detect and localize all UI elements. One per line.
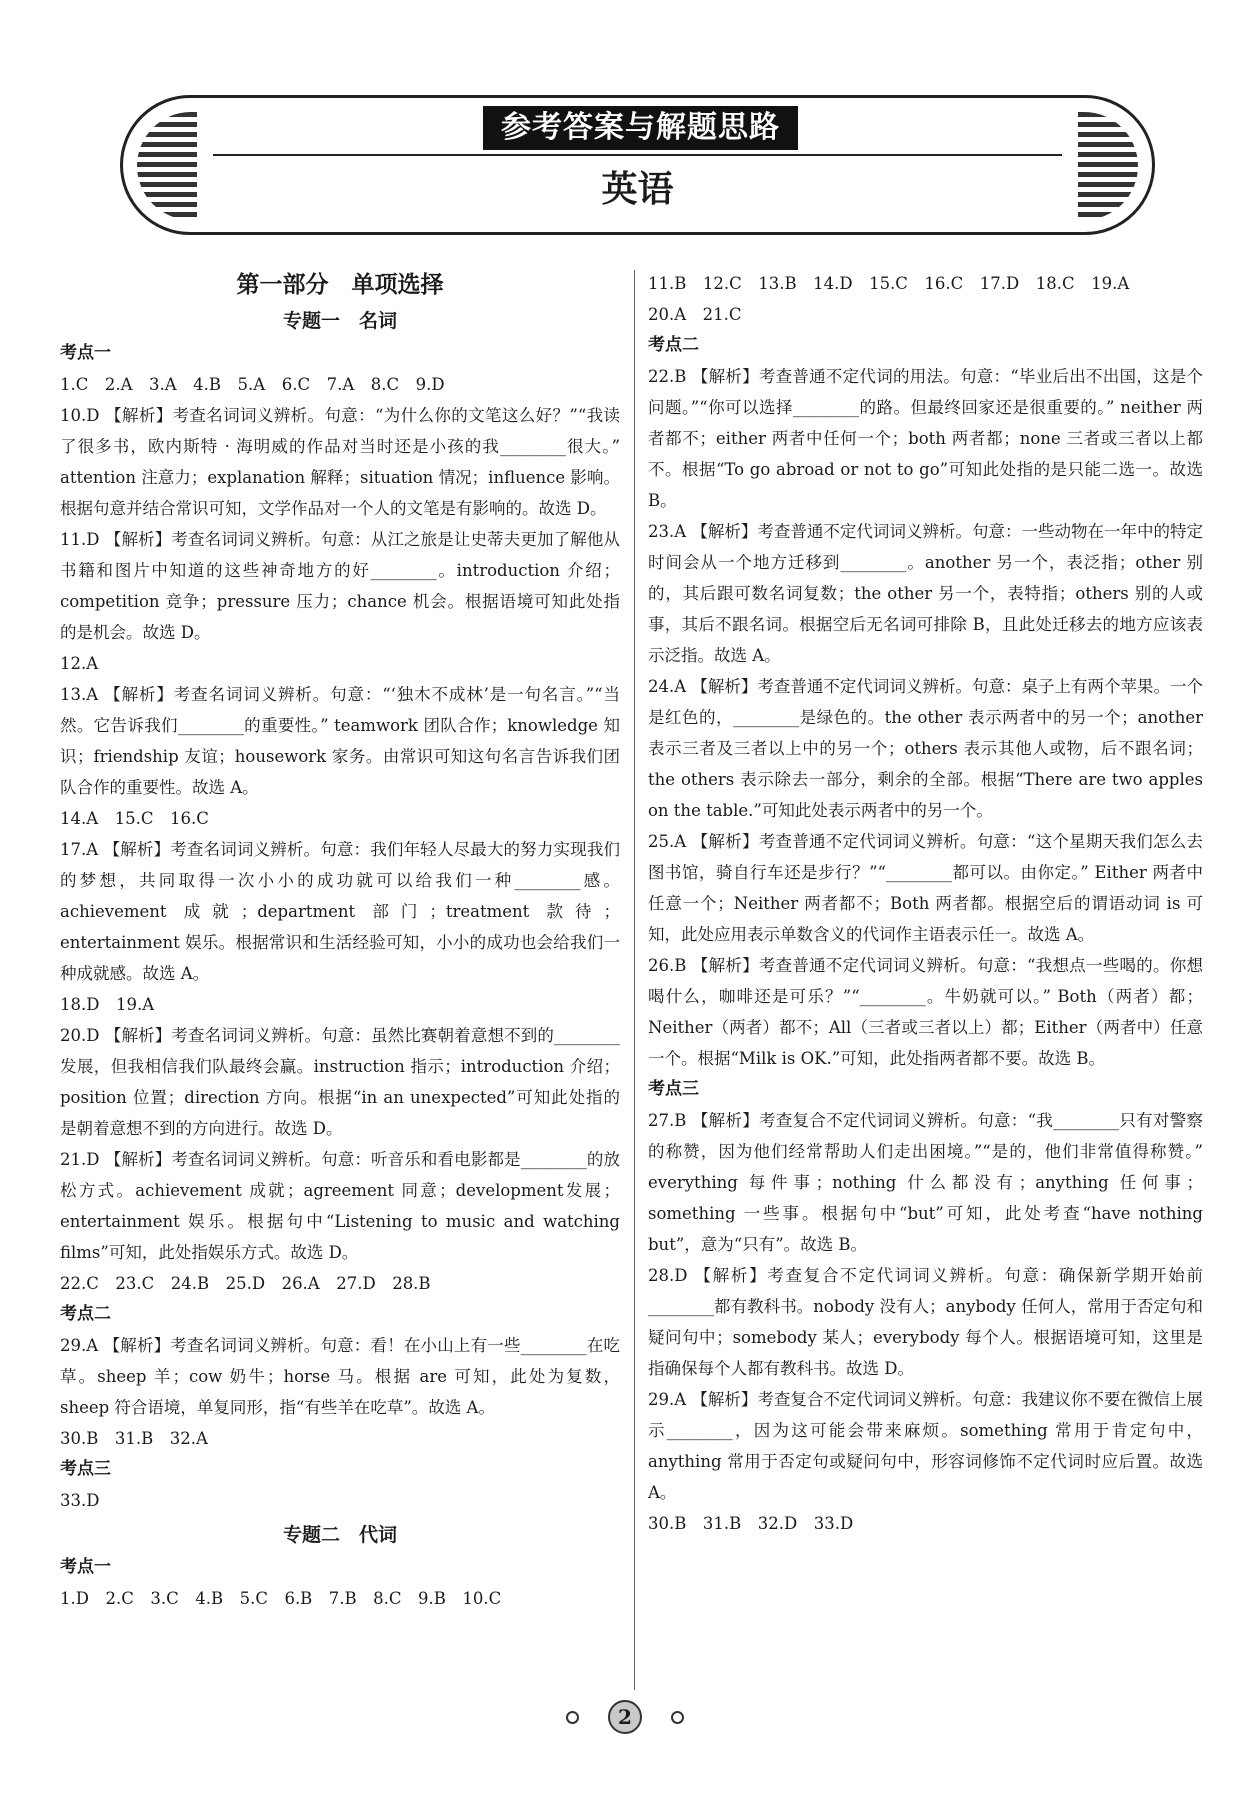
section-label: 考点一 — [60, 343, 111, 363]
page-number: 2 — [608, 1700, 642, 1734]
answer-entry: 10.D 【解析】考查名词词义辨析。句意：“为什么你的文笔这么好？”“我读了很多书，欧内斯特 · 海明威的作品对当时还是小孩的我________很大。” attention 注意力；explanation 解释；situation 情况；influence 影响。根据句意并结合常识可知，文学作品对一个人的文笔是有影响的。故选 D。 — [60, 406, 620, 518]
answer-entry: 27.B 【解析】考查复合不定代词词义辨析。句意：“我________只有对警察的称赞，因为他们经常帮助人们走出困境。”“是的，他们非常值得称赞。” everything 每件事；nothing 什么都没有；anything 任何事；something 一些事。根据句中“but”可知，此处考查“have nothing but”，意为“只有”。故选 B。 — [648, 1111, 1203, 1254]
banner-title: 参考答案与解题思路 — [483, 106, 798, 150]
topic-title-nouns: 专题一 名词 — [282, 310, 397, 332]
answer-entry: 21.D 【解析】考查名词词义辨析。句意：听音乐和看电影都是________的放松方式。achievement 成就；agreement 同意；development发展；entertainment 娱乐。根据句中“Listening to music and watching films”可知，此处指娱乐方式。故选 D。 — [60, 1150, 620, 1262]
answer-entry: 29.A 【解析】考查名词词义辨析。句意：看！在小山上有一些________在吃草。sheep 羊；cow 奶牛；horse 马。根据 are 可知，此处为复数，sheep 符合语境，单复同形，指“有些羊在吃草”。故选 A。 — [60, 1336, 620, 1417]
answer-line: 1.C 2.A 3.A 4.B 5.A 6.C 7.A 8.C 9.D — [60, 375, 445, 394]
answer-entry: 25.A 【解析】考查普通不定代词词义辨析。句意：“这个星期天我们怎么去图书馆，骑自行车还是步行？”“________都可以。由你定。” Either 两者中任意一个；Neither 两者都不；Both 两者都。根据空后的谓语动词 is 可知，此处应用表示单数含义的代词作主语表示任一。故选 A。 — [648, 832, 1203, 944]
answer-line: 11.B 12.C 13.B 14.D 15.C 16.C 17.D 18.C 19.A — [648, 274, 1130, 293]
answer-line: 1.D 2.C 3.C 4.B 5.C 6.B 7.B 8.C 9.B 10.C — [60, 1589, 502, 1608]
header-banner — [120, 95, 1155, 235]
right-column — [648, 268, 1203, 1539]
answer-line: 14.A 15.C 16.C — [60, 809, 209, 828]
banner-subject: 英语 — [601, 169, 674, 210]
section-label: 考点三 — [60, 1459, 111, 1479]
topic-title-pronouns: 专题二 代词 — [282, 1524, 397, 1546]
answer-line: 18.D 19.A — [60, 995, 155, 1014]
section-label: 考点三 — [648, 1079, 699, 1099]
section-label: 考点二 — [648, 335, 699, 355]
answer-line: 22.C 23.C 24.B 25.D 26.A 27.D 28.B — [60, 1274, 431, 1293]
section-label: 考点二 — [60, 1304, 111, 1324]
footer-dot-right-icon — [671, 1711, 684, 1724]
answer-entry: 23.A 【解析】考查普通不定代词词义辨析。句意：一些动物在一年中的特定时间会从一个地方迁移到________。another 另一个，表泛指；other 别的，其后跟可数名词复数；the other 另一个，表特指；others 别的人或事，其后不跟名词。根据空后无名词可排除 B，且此处迁移去的地方应该表示泛指。故选 A。 — [648, 522, 1203, 665]
answer-line: 12.A — [60, 654, 99, 673]
answer-entry: 11.D 【解析】考查名词词义辨析。句意：从江之旅是让史蒂夫更加了解他从书籍和图片中知道的这些神奇地方的好________。introduction 介绍；competition 竞争；pressure 压力；chance 机会。根据语境可知此处指的是机会。故选 D。 — [60, 530, 620, 642]
answer-line: 30.B 31.B 32.A — [60, 1429, 208, 1448]
answer-entry: 29.A 【解析】考查复合不定代词词义辨析。句意：我建议你不要在微信上展示________，因为这可能会带来麻烦。something 常用于肯定句中，anything 常用于否定句或疑问句中，形容词修饰不定代词时应后置。故选 A。 — [648, 1390, 1203, 1502]
answer-entry: 28.D 【解析】考查复合不定代词词义辨析。句意：确保新学期开始前________都有教科书。nobody 没有人；anybody 任何人，常用于否定句和疑问句中；somebody 某人；everybody 每个人。根据语境可知，这里是指确保每个人都有教科书。故选 D。 — [648, 1266, 1203, 1378]
answer-entry: 24.A 【解析】考查普通不定代词词义辨析。句意：桌子上有两个苹果。一个是红色的，________是绿色的。the other 表示两者中的另一个；another 表示三者及三者以上中的另一个；others 表示其他人或物，后不跟名词；the others 表示除去一部分，剩余的全部。根据“There are two apples on the table.”可知此处表示两者中的另一个。 — [648, 677, 1203, 820]
answer-line: 20.A 21.C — [648, 305, 742, 324]
answer-line: 30.B 31.B 32.D 33.D — [648, 1514, 854, 1533]
answer-entry: 17.A 【解析】考查名词词义辨析。句意：我们年轻人尽最大的努力实现我们的梦想，共同取得一次小小的成功就可以给我们一种________感。achievement 成就；department 部门；treatment 款待；entertainment 娱乐。根据常识和生活经验可知，小小的成功也会给我们一种成就感。故选 A。 — [60, 840, 620, 983]
answer-entry: 20.D 【解析】考查名词词义辨析。句意：虽然比赛朝着意想不到的________发展，但我相信我们队最终会赢。instruction 指示；introduction 介绍；position 位置；direction 方向。根据“in an unexpected”可知此处指的是朝着意想不到的方向进行。故选 D。 — [60, 1026, 620, 1138]
part-title: 第一部分 单项选择 — [236, 272, 444, 298]
banner-divider — [213, 154, 1062, 156]
answer-line: 33.D — [60, 1491, 100, 1510]
answer-entry: 13.A 【解析】考查名词词义辨析。句意：“‘独木不成林’是一句名言。”“当然。它告诉我们________的重要性。” teamwork 团队合作；knowledge 知识；friendship 友谊；housework 家务。由常识可知这句名言告诉我们团队合作的重要性。故选 A。 — [60, 685, 620, 797]
page-footer — [0, 1700, 1250, 1736]
answer-entry: 22.B 【解析】考查普通不定代词的用法。句意：“毕业后出不出国，这是个问题。”“你可以选择________的路。但最终回家还是很重要的。” neither 两者都不；either 两者中任何一个；both 两者都；none 三者或三者以上都不。根据“To go abroad or not to go”可知此处指的是只能二选一。故选 B。 — [648, 367, 1203, 510]
column-divider — [634, 270, 635, 1690]
footer-dot-left-icon — [566, 1711, 579, 1724]
answer-entry: 26.B 【解析】考查普通不定代词词义辨析。句意：“我想点一些喝的。你想喝什么，咖啡还是可乐？”“________。牛奶就可以。” Both（两者）都；Neither（两者）都不；All（三者或三者以上）都；Either（两者中）任意一个。根据“Milk is OK.”可知，此处指两者都不要。故选 B。 — [648, 956, 1203, 1068]
section-label: 考点一 — [60, 1557, 111, 1577]
left-column — [60, 268, 620, 1614]
